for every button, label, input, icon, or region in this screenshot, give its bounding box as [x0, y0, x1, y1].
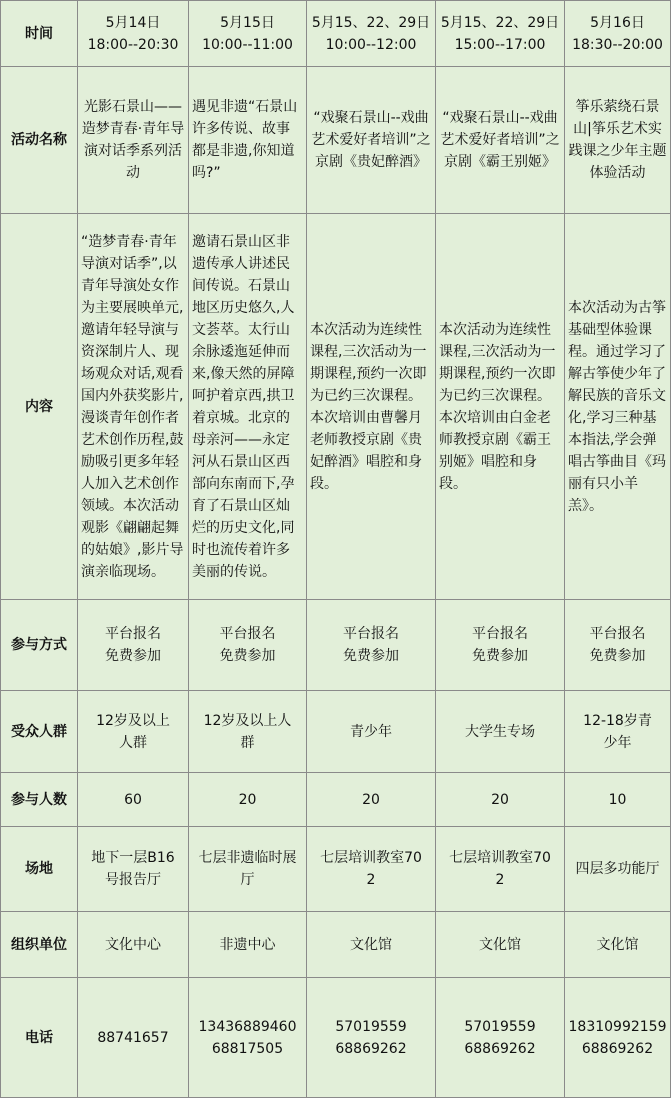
audience-cell: 大学生专场	[436, 691, 565, 773]
method-fee: 免费参加	[219, 648, 276, 664]
venue-cell: 四层多功能厅	[565, 827, 671, 912]
venue-cell: 七层培训教室702	[436, 827, 565, 912]
row-header-audience: 受众人群	[1, 691, 78, 773]
audience-cell: 12-18岁青少年	[565, 691, 671, 773]
count-cell: 10	[565, 773, 671, 827]
method-signup: 平台报名	[472, 626, 528, 642]
phone-number: 68869262	[464, 1040, 536, 1057]
method-fee: 免费参加	[472, 648, 528, 664]
audience-cell: 12岁及以上人群	[189, 691, 307, 773]
content-cell: 本次活动为连续性课程,三次活动为一期课程,预约一次即为已约三次课程。本次培训由白金老师教授京剧《霸王别姬》唱腔和身段。	[436, 214, 565, 600]
method-cell	[436, 600, 565, 691]
phone-cell	[189, 978, 307, 1098]
count-cell: 60	[78, 773, 189, 827]
row-phone	[1, 978, 671, 1098]
content-cell: 邀请石景山区非遗传承人讲述民间传说。石景山地区历史悠久,人文荟萃。太行山余脉逶迤延伸而来,像天然的屏障呵护着京西,拱卫着京城。北京的母亲河——永定河从石景山区西部向东南而下,孕育了石景山区灿烂的历史文化,同时也流传着许多美丽的传说。	[189, 214, 307, 600]
time-range: 15:00--17:00	[454, 36, 546, 53]
time-range: 10:00--12:00	[325, 36, 417, 53]
phone-cell	[78, 978, 189, 1098]
phone-cell	[307, 978, 436, 1098]
activity-name-cell: 遇见非遗“石景山许多传说、故事都是非遗,你知道吗?”	[189, 67, 307, 214]
time-cell	[565, 1, 671, 67]
activity-name-cell: “戏聚石景山--戏曲艺术爱好者培训”之京剧《贵妃醉酒》	[307, 67, 436, 214]
method-signup: 平台报名	[105, 626, 161, 642]
content-cell: “造梦青春·青年导演对话季”,以青年导演处女作为主要展映单元,邀请年轻导演与资深制片人、现场观众对话,观看国内外获奖影片,漫谈青年创作者艺术创作历程,鼓励吸引更多年轻人加入艺术创作领域。本次活动观影《翩翩起舞的姑娘》,影片导演亲临现场。	[78, 214, 189, 600]
phone-number: 88741657	[97, 1029, 169, 1046]
row-header-time: 时间	[1, 1, 78, 67]
venue-cell: 地下一层B16号报告厅	[78, 827, 189, 912]
time-cell	[78, 1, 189, 67]
method-cell	[78, 600, 189, 691]
phone-number: 68869262	[581, 1040, 654, 1057]
method-cell	[565, 600, 671, 691]
content-cell: 本次活动为古筝基础型体验课程。通过学习了解古筝使少年了解民族的音乐文化,学习三种基本指法,学会弹唱古筝曲目《玛丽有只小羊羔》。	[565, 214, 671, 600]
time-cell	[436, 1, 565, 67]
phone-number: 13436889460	[198, 1018, 297, 1035]
method-signup: 平台报名	[343, 626, 399, 642]
organizer-cell: 文化馆	[436, 912, 565, 978]
phone-number: 68869262	[335, 1040, 407, 1057]
row-header-participant-count: 参与人数	[1, 773, 78, 827]
row-participant-count	[1, 773, 671, 827]
row-content	[1, 214, 671, 600]
audience-cell: 青少年	[307, 691, 436, 773]
phone-number: 18310992159	[568, 1018, 667, 1035]
method-fee: 免费参加	[105, 648, 161, 664]
phone-number: 57019559	[335, 1018, 407, 1035]
row-header-participation-method: 参与方式	[1, 600, 78, 691]
row-activity-name	[1, 67, 671, 214]
time-date: 5月14日	[105, 14, 161, 31]
method-fee: 免费参加	[343, 648, 399, 664]
content-cell: 本次活动为连续性课程,三次活动为一期课程,预约一次即为已约三次课程。本次培训由曹馨月老师教授京剧《贵妃醉酒》唱腔和身段。	[307, 214, 436, 600]
time-range: 18:00--20:30	[87, 36, 179, 53]
organizer-cell: 文化馆	[307, 912, 436, 978]
row-header-content: 内容	[1, 214, 78, 600]
row-header-organizer: 组织单位	[1, 912, 78, 978]
method-signup: 平台报名	[589, 626, 646, 642]
venue-cell: 七层培训教室702	[307, 827, 436, 912]
row-organizer	[1, 912, 671, 978]
count-cell: 20	[307, 773, 436, 827]
phone-cell	[436, 978, 565, 1098]
method-cell	[189, 600, 307, 691]
time-date: 5月15日	[220, 14, 275, 31]
row-header-venue: 场地	[1, 827, 78, 912]
venue-cell: 七层非遗临时展厅	[189, 827, 307, 912]
row-venue	[1, 827, 671, 912]
activity-name-cell: 筝乐萦绕石景山|筝乐艺术实践课之少年主题体验活动	[565, 67, 671, 214]
time-date: 5月15、22、29日	[311, 14, 431, 31]
count-cell: 20	[189, 773, 307, 827]
time-date: 5月16日	[590, 14, 645, 31]
row-audience	[1, 691, 671, 773]
activity-name-cell: 光影石景山——造梦青春·青年导演对话季系列活动	[78, 67, 189, 214]
time-date: 5月15、22、29日	[440, 14, 560, 31]
row-time	[1, 1, 671, 67]
time-cell	[189, 1, 307, 67]
method-signup: 平台报名	[219, 626, 276, 642]
time-range: 18:30--20:00	[572, 36, 663, 53]
method-fee: 免费参加	[589, 648, 646, 664]
organizer-cell: 非遗中心	[189, 912, 307, 978]
phone-cell	[565, 978, 671, 1098]
row-header-activity-name: 活动名称	[1, 67, 78, 214]
audience-cell: 12岁及以上人群	[78, 691, 189, 773]
count-cell: 20	[436, 773, 565, 827]
row-participation-method	[1, 600, 671, 691]
organizer-cell: 文化馆	[565, 912, 671, 978]
organizer-cell: 文化中心	[78, 912, 189, 978]
time-cell	[307, 1, 436, 67]
phone-number: 68817505	[211, 1040, 284, 1057]
row-header-phone: 电话	[1, 978, 78, 1098]
phone-number: 57019559	[464, 1018, 536, 1035]
time-range: 10:00--11:00	[202, 36, 293, 53]
method-cell	[307, 600, 436, 691]
activity-name-cell: “戏聚石景山--戏曲艺术爱好者培训”之京剧《霸王别姬》	[436, 67, 565, 214]
